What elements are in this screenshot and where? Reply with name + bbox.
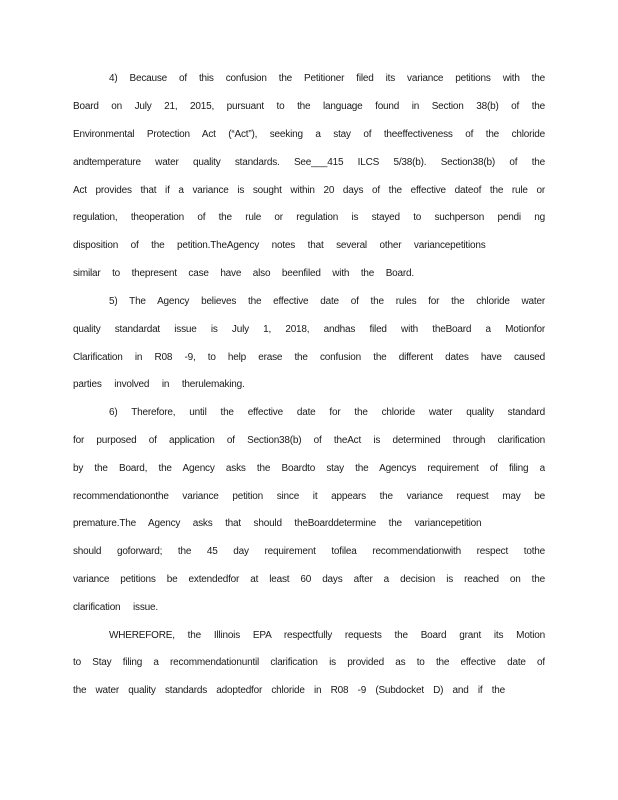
wherefore-line-1: WHEREFORE, the Illinois EPA respectfully requests the Board grant its Motion <box>109 630 545 641</box>
paragraph-4-line-6: regulation, theoperation of the rule or regulation is stayed to suchperson pendi ng <box>73 212 545 223</box>
paragraph-6-line-5: premature.The Agency asks that should theBoarddetermine the variancepetition <box>73 518 482 529</box>
paragraph-6-line-1: 6) Therefore, until the effective date for the chloride water quality standard <box>109 407 545 418</box>
paragraph-5-line-4: parties involved in therulemaking. <box>73 379 245 390</box>
wherefore-line-2: to Stay filing a recommendationuntil clarification is provided as to the effective date of <box>73 657 545 668</box>
paragraph-6-line-2: for purposed of application of Section38(b) of theAct is determined through clarification <box>73 435 545 446</box>
paragraph-5-line-3: Clarification in R08 -9, to help erase the confusion the different dates have caused <box>73 352 545 363</box>
paragraph-4-line-7: disposition of the petition.TheAgency notes that several other variancepetitions <box>73 240 486 251</box>
paragraph-6-line-4: recommendationonthe variance petition since it appears the variance request may be <box>73 491 545 502</box>
paragraph-6-line-6: should goforward; the 45 day requirement tofilea recommendationwith respect tothe <box>73 546 545 557</box>
paragraph-4-line-5: Act provides that if a variance is sought within 20 days of the effective dateof the rule or <box>73 185 545 196</box>
paragraph-6-line-3: by the Board, the Agency asks the Boardto stay the Agencys requirement of filing a <box>73 463 545 474</box>
paragraph-4-line-8: similar to thepresent case have also beenfiled with the Board. <box>73 268 414 279</box>
paragraph-6-line-7: variance petitions be extendedfor at least 60 days after a decision is reached on the <box>73 574 545 585</box>
paragraph-4-line-2: Board on July 21, 2015, pursuant to the language found in Section 38(b) of the <box>73 101 545 112</box>
paragraph-4-line-1: 4) Because of this confusion the Petitioner filed its variance petitions with the <box>109 73 545 84</box>
paragraph-5-line-2: quality standardat issue is July 1, 2018, andhas filed with theBoard a Motionfor <box>73 324 545 335</box>
paragraph-4-line-4: andtemperature water quality standards. See___415 ILCS 5/38(b). Section38(b) of the <box>73 157 545 168</box>
paragraph-6-line-8: clarification issue. <box>73 602 158 613</box>
wherefore-line-3: the water quality standards adoptedfor chloride in R08 -9 (Subdocket D) and if the <box>73 685 505 696</box>
paragraph-5-line-1: 5) The Agency believes the effective date of the rules for the chloride water <box>109 296 545 307</box>
paragraph-4-line-3: Environmental Protection Act (“Act”), seeking a stay of theeffectiveness of the chloride <box>73 129 545 140</box>
